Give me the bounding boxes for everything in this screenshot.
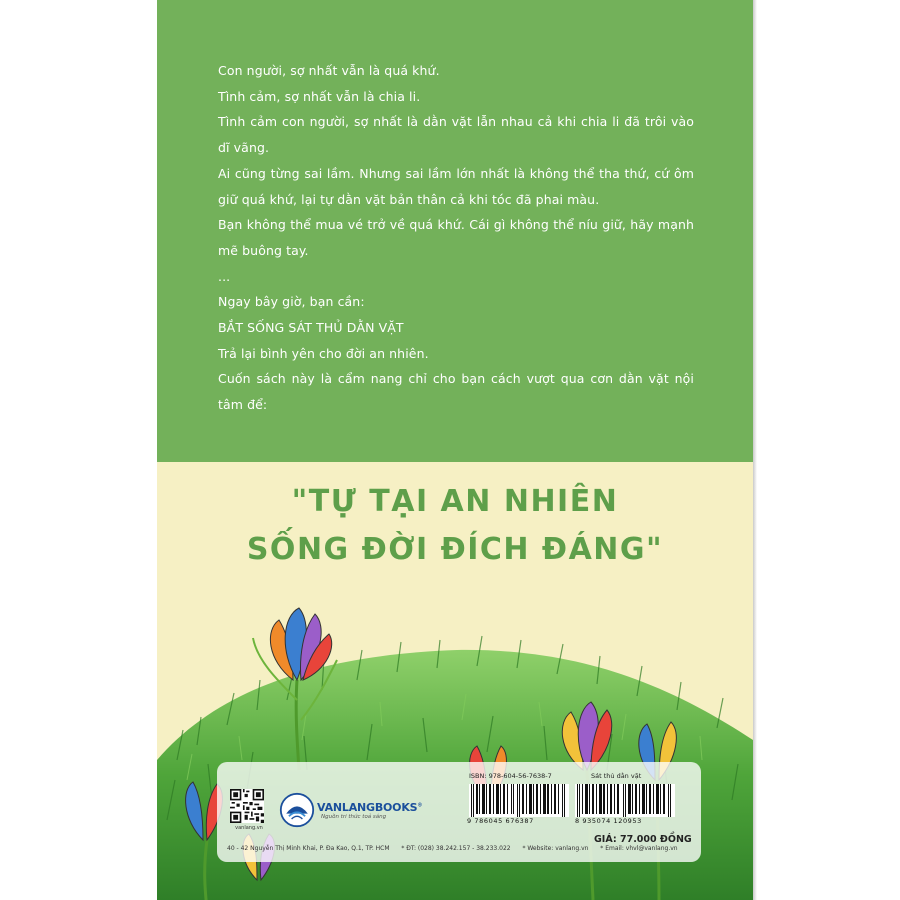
isbn-barcode-icon xyxy=(469,784,569,817)
book-back-cover xyxy=(157,0,753,900)
isbn-barcode-number: 9 786045 676387 xyxy=(467,817,534,825)
publisher-tagline: Nguồn tri thức toả sáng xyxy=(321,814,387,820)
vanlang-logo-icon xyxy=(279,792,315,828)
book-title-small: Sát thủ dằn vặt xyxy=(591,772,642,780)
blurb-line: Tình cảm, sợ nhất vẫn là chia li. xyxy=(218,88,421,104)
isbn-label: ISBN: 978-604-56-7638-7 xyxy=(469,772,552,780)
ean-barcode-number: 8 935074 120953 xyxy=(575,817,642,825)
publisher-contact-line xyxy=(227,845,697,852)
publisher-email: * Email: vhvl@vanlang.vn xyxy=(600,845,678,852)
publisher-website: * Website: vanlang.vn xyxy=(522,845,589,852)
blurb-line: Trả lại bình yên cho đời an nhiên. xyxy=(218,345,429,361)
publisher-info-box xyxy=(217,762,701,862)
barcode-panel xyxy=(463,770,675,830)
publisher-logo-text: VANLANGBOOKS® xyxy=(317,801,423,814)
publisher-phone: * ĐT: (028) 38.242.157 - 38.233.022 xyxy=(401,845,511,852)
blurb-line: Bạn không thể mua vé trở về quá khứ. Cái gì không thể níu giữ, hãy mạnh mẽ buông tay. xyxy=(218,217,694,258)
quote-line-2: SỐNG ĐỜI ĐÍCH ĐÁNG" xyxy=(246,532,664,567)
cover-edge-shadow xyxy=(753,0,757,900)
blurb-line: BẮT SỐNG SÁT THỦ DẰN VẶT xyxy=(218,320,404,336)
ean-barcode-icon xyxy=(575,784,675,817)
blurb-line: Tình cảm con người, sợ nhất là dằn vặt lẫn nhau cả khi chia li đã trôi vào dĩ vãng. xyxy=(218,114,694,156)
qr-caption: vanlang.vn xyxy=(235,825,263,831)
blurb-line: ... xyxy=(218,268,231,284)
blurb-line: Cuốn sách này là cẩm nang chỉ cho bạn cách vượt qua cơn dằn vặt nội tâm để: xyxy=(218,371,694,413)
blurb-line: Ai cũng từng sai lầm. Nhưng sai lầm lớn nhất là không thể tha thứ, cứ ôm giữ quá khứ, lại tự dằn vặt bản thân cả khi tóc đã phai màu. xyxy=(218,165,694,207)
qr-code-icon xyxy=(230,789,264,823)
blurb-line: Ngay bây giờ, bạn cần: xyxy=(218,294,365,310)
quote-line-1: "TỰ TẠI AN NHIÊN xyxy=(291,484,619,519)
publisher-address: 40 - 42 Nguyễn Thị Minh Khai, P. Đa Kao, Q.1, TP. HCM xyxy=(227,845,390,852)
blurb-line: Con người, sợ nhất vẫn là quá khứ. xyxy=(218,63,440,78)
price-label: GIÁ: 77.000 ĐỒNG xyxy=(594,834,692,845)
